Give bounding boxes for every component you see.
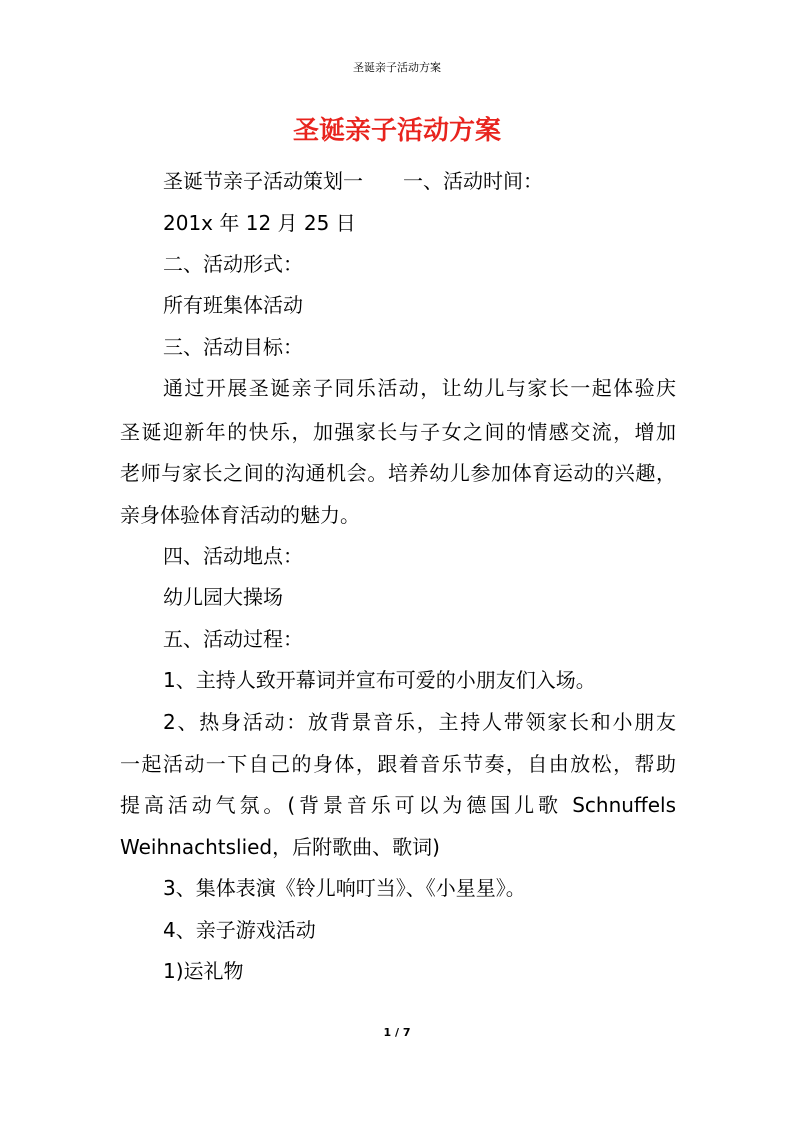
paragraph-line: 老师与家长之间的沟通机会。培养幼儿参加体育运动的兴趣， <box>120 461 676 485</box>
paragraph-line: 201x 年 12 月 25 日 <box>163 211 356 235</box>
page-number: 1 / 7 <box>383 1026 411 1039</box>
paragraph-line: Weihnachtslied，后附歌曲、歌词) <box>120 835 440 859</box>
paragraph-line: 3、集体表演《铃儿响叮当》、《小星星》。 <box>163 876 526 900</box>
page-header: 圣诞亲子活动方案 <box>353 61 441 74</box>
section-heading: 四、活动地点： <box>163 544 303 568</box>
paragraph-line: 提高活动气氛。(背景音乐可以为德国儿歌 Schnuffels <box>120 793 676 817</box>
paragraph-line: 1、主持人致开幕词并宣布可爱的小朋友们入场。 <box>163 668 596 692</box>
paragraph-line: 2、热身活动：放背景音乐，主持人带领家长和小朋友 <box>163 710 676 734</box>
paragraph-line: 圣诞迎新年的快乐，加强家长与子女之间的情感交流，增加 <box>120 420 676 444</box>
section-heading: 二、活动形式： <box>163 252 303 276</box>
document-title: 圣诞亲子活动方案 <box>292 116 501 146</box>
paragraph-line: 1)运礼物 <box>163 959 244 983</box>
paragraph-line: 通过开展圣诞亲子同乐活动，让幼儿与家长一起体验庆 <box>163 376 676 400</box>
paragraph-line: 4、亲子游戏活动 <box>163 918 316 942</box>
paragraph-line: 幼儿园大操场 <box>163 585 283 609</box>
paragraph-line: 一起活动一下自己的身体，跟着音乐节奏，自由放松，帮助 <box>120 752 676 776</box>
paragraph-line: 亲身体验体育活动的魅力。 <box>120 503 360 527</box>
section-heading: 五、活动过程： <box>163 627 303 651</box>
paragraph-line: 圣诞节亲子活动策划一 一、活动时间： <box>163 169 543 193</box>
section-heading: 三、活动目标： <box>163 335 303 359</box>
paragraph-line: 所有班集体活动 <box>163 293 303 317</box>
